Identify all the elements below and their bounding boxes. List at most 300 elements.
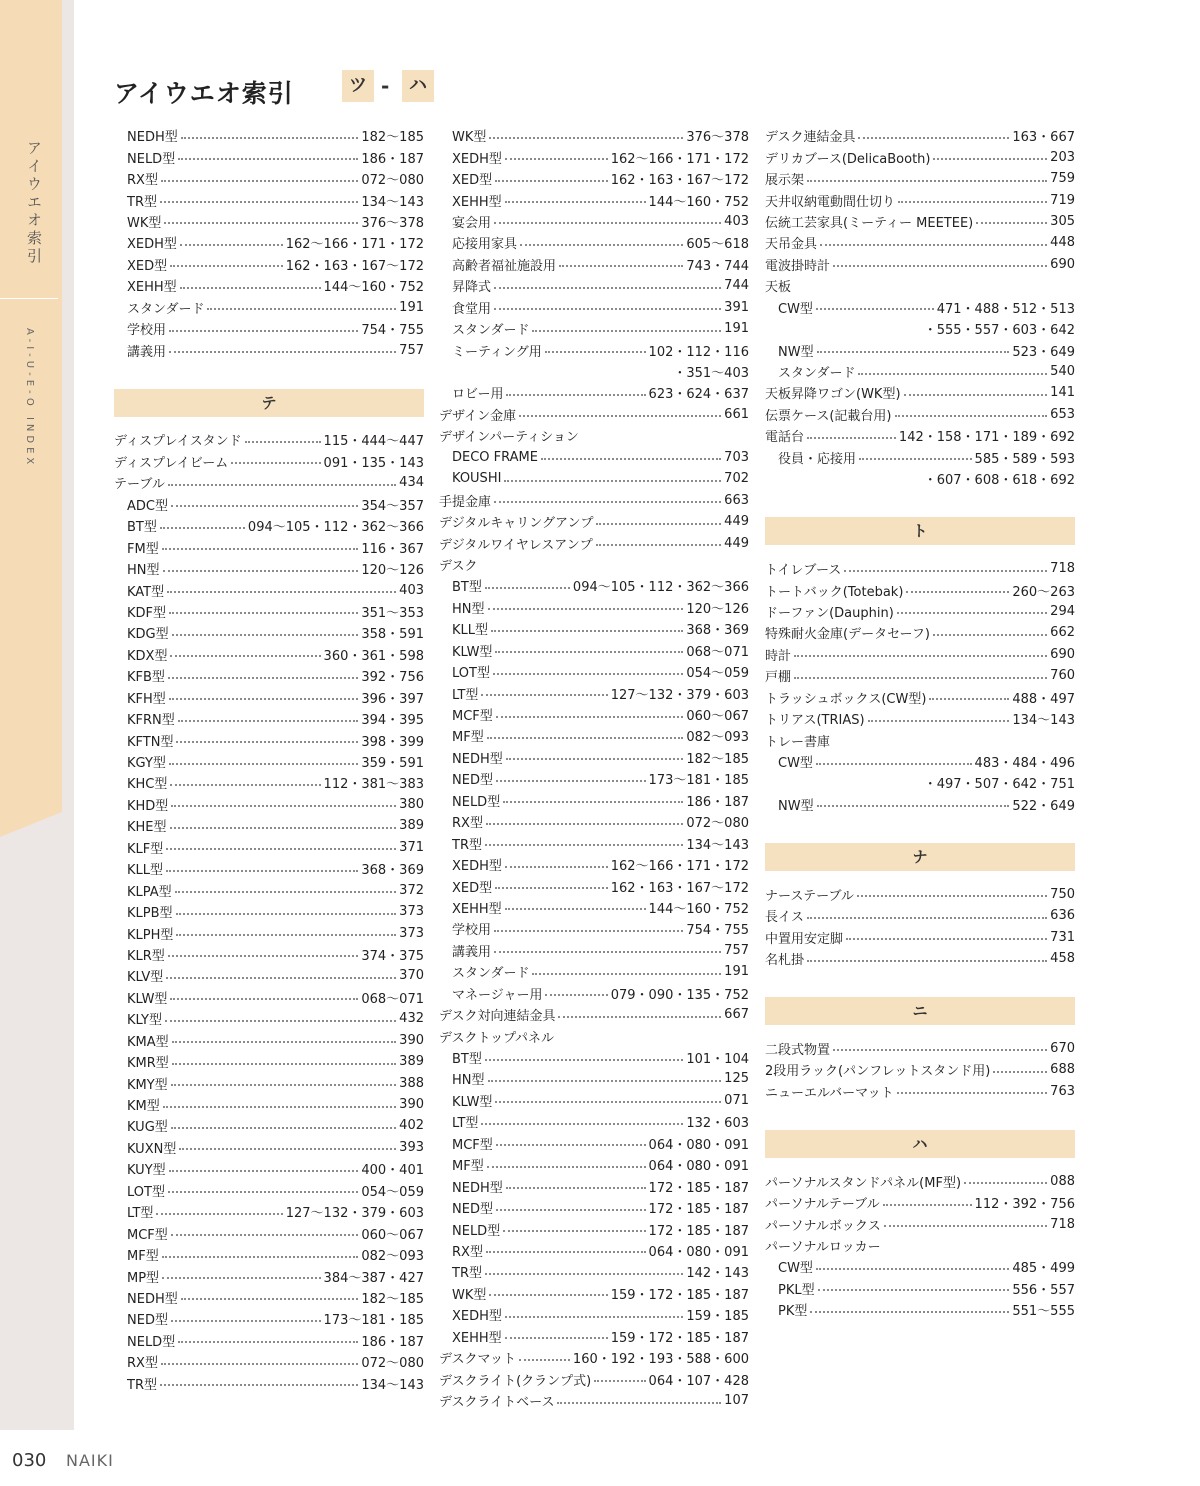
index-entry-pages: 116・367 [361,541,424,557]
dot-leader [495,887,608,889]
index-entry [114,879,424,900]
index-entry-name: KLL型 [452,623,489,639]
index-entry-pages: 186・187 [361,151,424,167]
index-entry-name: 2段用ラック(パンフレットスタンド用) [765,1064,991,1080]
index-entry-pages: 094～105・112・362～366 [572,580,749,596]
dot-leader [897,612,1047,614]
index-entry [114,1287,424,1308]
index-entry [439,897,749,918]
index-entry-pages: 372 [399,882,424,898]
index-entry-pages: 384～387・427 [323,1270,424,1286]
index-entry-name: 電波掛時計 [765,258,831,274]
index-entry-pages: ・555・557・603・642 [923,323,1075,339]
dot-leader [488,1080,722,1082]
index-entry-name: XED型 [452,880,493,896]
dot-leader [868,720,1010,722]
index-entry-name: CW型 [778,301,813,317]
index-entry-name: NED型 [127,1313,168,1329]
index-entry-name: XEDH型 [127,237,177,253]
dot-leader [859,458,972,460]
index-entry-pages: 112・392・756 [974,1197,1075,1213]
index-entry [439,146,749,167]
index-entry [114,1244,424,1265]
index-entry-name: デザインパーティション [439,430,579,446]
index-entry [765,1059,1075,1080]
index-entry [439,447,749,468]
index-entry-name: KUG型 [127,1120,168,1136]
index-entry-pages: 127～132・379・603 [285,1206,424,1222]
index-entry [765,1081,1075,1102]
index-entry-name: 長イス [765,910,804,926]
index-entry [114,1072,424,1093]
index-entry-pages: 485・499 [1012,1261,1075,1277]
dot-leader [519,1359,570,1361]
index-entry [765,622,1075,643]
dot-leader [170,265,283,267]
index-entry-name: PKL型 [778,1282,815,1298]
index-entry-name: 名札掛 [765,953,805,969]
index-column-1 [114,125,424,1394]
dot-leader [169,763,358,765]
index-entry-pages: 088 [1050,1173,1075,1189]
index-entry [765,1171,1075,1192]
index-entry-name: デスク連結金具 [765,130,856,146]
index-entry [765,1038,1075,1059]
index-entry-pages: 432 [399,1011,424,1027]
dot-leader [171,1084,396,1086]
index-entry-name: デスクトップパネル [439,1030,555,1046]
index-entry [439,339,749,360]
dot-leader [883,1204,972,1206]
index-entry [114,515,424,536]
index-entry [114,232,424,253]
index-entry-name: MCF型 [127,1227,168,1243]
index-entry [114,146,424,167]
index-entry [439,918,749,939]
sidebar [0,0,74,1430]
index-entry-pages: 759 [1050,171,1075,187]
index-entry-name: マネージャー用 [452,987,543,1003]
dot-leader [494,287,721,289]
index-entry-name: HN型 [452,1073,485,1089]
dot-leader [505,158,608,160]
index-entry-pages: 744 [724,278,749,294]
index-entry-name: NED型 [452,1202,493,1218]
index-entry [765,168,1075,189]
index-entry [114,318,424,339]
index-entry-pages: 702 [724,471,749,487]
index-entry [114,1180,424,1201]
index-entry-name: NW型 [778,798,814,814]
index-entry [439,811,749,832]
index-entry-pages: 623・624・637 [648,387,749,403]
index-entry-name: NED型 [452,773,493,789]
index-entry [765,579,1075,600]
index-entry-pages: 134～143 [361,1377,424,1393]
index-entry [765,297,1075,318]
sidebar-label-en: A-I-U-E-O INDEX [24,328,35,469]
index-entry [439,1218,749,1239]
index-entry [765,146,1075,167]
index-entry [439,790,749,811]
index-entry-pages: 667 [724,1007,749,1023]
index-entry [114,1008,424,1029]
index-entry-pages: 449 [724,514,749,530]
index-entry-name: ナーステーブル [765,888,854,904]
index-entry [114,579,424,600]
dot-leader [166,848,396,850]
index-entry-pages: 750 [1050,886,1075,902]
index-entry-name: デリカブース(DelicaBooth) [765,151,931,167]
spacer [765,1102,1075,1123]
index-entry [765,644,1075,665]
dot-leader [532,973,721,975]
index-entry [765,665,1075,686]
index-entry-name: KLV型 [127,970,164,986]
index-entry-name: BT型 [127,520,157,536]
index-entry [439,168,749,189]
index-entry [114,211,424,232]
index-entry-name: BT型 [452,580,482,596]
index-entry-pages: 488・497 [1012,691,1075,707]
index-entry-name: デスクライトベース [439,1395,555,1411]
index-entry-name: 伝票ケース(記載台用) [765,408,892,424]
index-entry-name: NW型 [778,344,814,360]
index-entry-name: KFRN型 [127,713,175,729]
index-entry-pages: 182～185 [361,1291,424,1307]
index-entry-pages: 120～126 [686,601,749,617]
dot-leader [506,394,645,396]
index-entry-name: FM型 [127,541,159,557]
index-entry [114,558,424,579]
index-entry-pages: 191 [724,964,749,980]
dot-leader [171,1320,321,1322]
index-entry-pages: 556・557 [1012,1282,1075,1298]
index-entry-name: 宴会用 [452,215,492,231]
index-entry-name: XEHH型 [452,194,502,210]
index-entry [439,704,749,725]
index-entry-pages: 392・756 [361,670,424,686]
dot-leader [817,351,1010,353]
index-entry [765,232,1075,253]
index-entry-name: KLW型 [452,1094,493,1110]
dot-leader [532,330,721,332]
dot-leader [494,951,721,953]
dot-leader [169,351,396,353]
index-entry [439,1368,749,1389]
dot-leader [160,527,245,529]
dot-leader [481,1123,683,1125]
dot-leader [817,805,1010,807]
index-entry [765,404,1075,425]
index-entry-pages: 101・104 [686,1052,749,1068]
index-entry-name: MF型 [127,1249,159,1265]
dot-leader [160,1384,358,1386]
index-entry-name: NEDH型 [452,1180,503,1196]
index-entry-pages: 471・488・512・513 [936,301,1075,317]
index-entry [439,1197,749,1218]
dot-leader [897,1092,1048,1094]
index-entry-name: RX型 [452,1244,483,1260]
index-entry-pages: 182～185 [686,751,749,767]
dot-leader [494,930,683,932]
index-entry-name: 展示架 [765,173,805,189]
dot-leader [176,934,396,936]
index-entry [114,1137,424,1158]
dot-leader [175,891,397,893]
index-entry-name: XEHH型 [452,1330,502,1346]
index-entry [439,468,749,489]
dot-leader [904,394,1048,396]
index-entry [114,1115,424,1136]
index-entry [114,815,424,836]
index-entry-pages: 402 [399,1118,424,1134]
dot-leader [846,938,1047,940]
index-entry-name: KHC型 [127,777,168,793]
index-entry [114,772,424,793]
index-entry-pages: 719 [1050,192,1075,208]
index-entry-name: KUXN型 [127,1141,177,1157]
dot-leader [169,330,358,332]
index-entry-pages: 064・080・091 [648,1159,749,1175]
dot-leader [933,158,1047,160]
index-entry-pages: 186・187 [686,794,749,810]
index-entry-name: KDG型 [127,627,169,643]
index-entry-pages: 368・369 [686,623,749,639]
index-entry [114,275,424,296]
dot-leader [520,244,683,246]
index-entry-pages: 160・192・193・588・600 [572,1352,749,1368]
index-entry-pages: 670 [1050,1040,1075,1056]
index-entry-pages: 134～143 [1012,713,1075,729]
index-entry-pages: 112・381～383 [323,777,424,793]
index-entry-name: MF型 [452,730,484,746]
dot-leader [505,1337,608,1339]
index-entry-name: NEDH型 [127,130,178,146]
dot-leader [807,180,1047,182]
index-entry [114,254,424,275]
index-entry [439,961,749,982]
index-entry-pages: 054～059 [686,666,749,682]
index-entry [439,125,749,146]
index-entry [439,1240,749,1261]
index-entry-pages: 060～067 [686,709,749,725]
dot-leader [181,137,359,139]
index-entry-pages: ・351～403 [673,366,749,382]
index-entry [114,125,424,146]
index-entry [439,854,749,875]
index-entry-name: WK型 [452,130,487,146]
index-entry [765,382,1075,403]
index-entry-name: 学校用 [127,323,167,339]
index-entry-pages: 064・080・091 [648,1244,749,1260]
index-entry-pages: 763 [1050,1083,1075,1099]
index-entry [765,687,1075,708]
index-entry [439,1154,749,1175]
index-entry-pages: 159・185 [686,1309,749,1325]
dot-leader [489,1294,607,1296]
index-entry [114,1308,424,1329]
dot-leader [557,1402,721,1404]
index-entry [439,1283,749,1304]
index-entry [439,682,749,703]
dot-leader [496,716,684,718]
index-entry-pages: 082～093 [361,1249,424,1265]
index-entry-pages: 072～080 [361,1356,424,1372]
index-entry [114,944,424,965]
index-entry-pages: 394・395 [361,713,424,729]
dot-leader [794,677,1047,679]
index-entry-name: DECO FRAME [452,449,538,465]
index-entry [114,1351,424,1372]
dot-leader [164,222,358,224]
index-entry-name: デスクマット [439,1352,516,1368]
index-entry-name: KLW型 [452,644,493,660]
index-group-heading [439,1025,749,1046]
index-entry-pages: 172・185・187 [648,1202,749,1218]
dot-leader [162,548,359,550]
index-entry [439,640,749,661]
dot-leader [178,158,358,160]
index-entry-name: KMA型 [127,1034,169,1050]
index-entry-name: NELD型 [452,1223,501,1239]
index-entry-name: KMY型 [127,1077,168,1093]
index-entry-pages: 662 [1050,625,1075,641]
index-entry-name: 時計 [765,648,792,664]
dot-leader [181,1298,359,1300]
index-entry [439,1304,749,1325]
index-entry [765,708,1075,729]
dot-leader [496,1209,646,1211]
index-entry [439,1347,749,1368]
dot-leader [168,1191,358,1193]
index-entry-name: WK型 [452,1287,487,1303]
dot-leader [171,805,396,807]
index-entry-name: ディスプレイビーム [114,455,229,471]
index-entry-name: トートバック(Totebak) [765,584,904,600]
dot-leader [545,351,646,353]
index-entry-pages: 120～126 [361,563,424,579]
index-entry-name: ADC型 [127,498,168,514]
index-entry-name: 講義用 [452,944,492,960]
index-entry-name: NELD型 [452,794,501,810]
index-entry [114,451,424,472]
index-entry [114,922,424,943]
index-entry-pages: 068～071 [361,991,424,1007]
index-entry-pages: 144～160・752 [648,194,749,210]
index-entry [765,211,1075,232]
index-entry-name: KAT型 [127,584,165,600]
index-entry [439,1390,749,1411]
index-entry-pages: 754・755 [361,323,424,339]
index-entry-pages: 731 [1050,929,1075,945]
dot-leader [976,222,1047,224]
index-entry [439,1068,749,1089]
index-entry-pages: 390 [399,1032,424,1048]
index-entry-name: KHD型 [127,798,169,814]
index-entry-pages: 703 [724,449,749,465]
index-entry-name: 二段式物置 [765,1042,831,1058]
dot-leader [505,908,646,910]
index-entry-pages: 690 [1050,256,1075,272]
index-entry-name: KLF型 [127,841,164,857]
index-entry-pages: 141 [1050,385,1075,401]
dot-leader [163,1106,396,1108]
dot-leader [172,1041,397,1043]
index-entry [439,725,749,746]
dot-leader [858,373,1047,375]
index-entry [765,125,1075,146]
index-entry-name: KDF型 [127,605,167,621]
index-entry-continuation [765,318,1075,339]
index-entry-name: KLL型 [127,863,164,879]
index-entry-pages: 718 [1050,1216,1075,1232]
index-entry-pages: 094～105・112・362～366 [247,520,424,536]
dot-leader [495,1101,721,1103]
index-entry-name: 講義用 [127,344,167,360]
page-title: アイウエオ索引 [114,79,294,108]
index-entry [439,318,749,339]
dot-leader [818,1289,1010,1291]
index-entry-pages: 449 [724,535,749,551]
dot-leader [486,1251,646,1253]
index-entry-name: NELD型 [127,1334,176,1350]
index-entry-name: KDX型 [127,648,168,664]
index-entry-pages: 172・185・187 [648,1223,749,1239]
index-entry-name: 伝統工芸家具(ミーティー MEETEE) [765,215,974,231]
index-entry [114,339,424,360]
sidebar-divider [0,298,58,299]
dot-leader [485,587,570,589]
index-entry [114,494,424,515]
dot-leader [170,784,320,786]
index-entry-name: スタンダード [127,301,205,317]
dot-leader [231,462,320,464]
index-group-heading [439,425,749,446]
index-entry-pages: 376～378 [361,215,424,231]
index-entry-pages: 434 [399,475,424,491]
dot-leader [506,1187,646,1189]
index-entry-pages: 305 [1050,213,1075,229]
index-entry [439,511,749,532]
index-entry-name: デジタルキャリングアンプ [439,516,594,532]
index-entry-name: NEDH型 [127,1291,178,1307]
dot-leader [485,844,683,846]
dot-leader [541,458,721,460]
spacer [765,489,1075,510]
index-entry-pages: 743・744 [686,258,749,274]
index-entry-pages: 393 [399,1139,424,1155]
dot-leader [964,1182,1047,1184]
index-entry [439,254,749,275]
index-entry [765,1213,1075,1234]
dot-leader [558,1016,721,1018]
index-entry-name: ロビー用 [452,387,504,403]
dot-leader [160,201,358,203]
index-entry [114,751,424,772]
index-entry-pages: 368・369 [361,863,424,879]
index-entry-pages: 115・444～447 [323,434,424,450]
index-entry-pages: 107 [724,1393,749,1409]
index-entry-name: KMR型 [127,1056,169,1072]
index-entry [439,232,749,253]
spacer [114,361,424,382]
index-entry [765,884,1075,905]
index-entry-pages: 390 [399,1097,424,1113]
index-entry-name: ドーファン(Dauphin) [765,605,894,621]
index-entry-pages: 688 [1050,1062,1075,1078]
index-entry [765,926,1075,947]
